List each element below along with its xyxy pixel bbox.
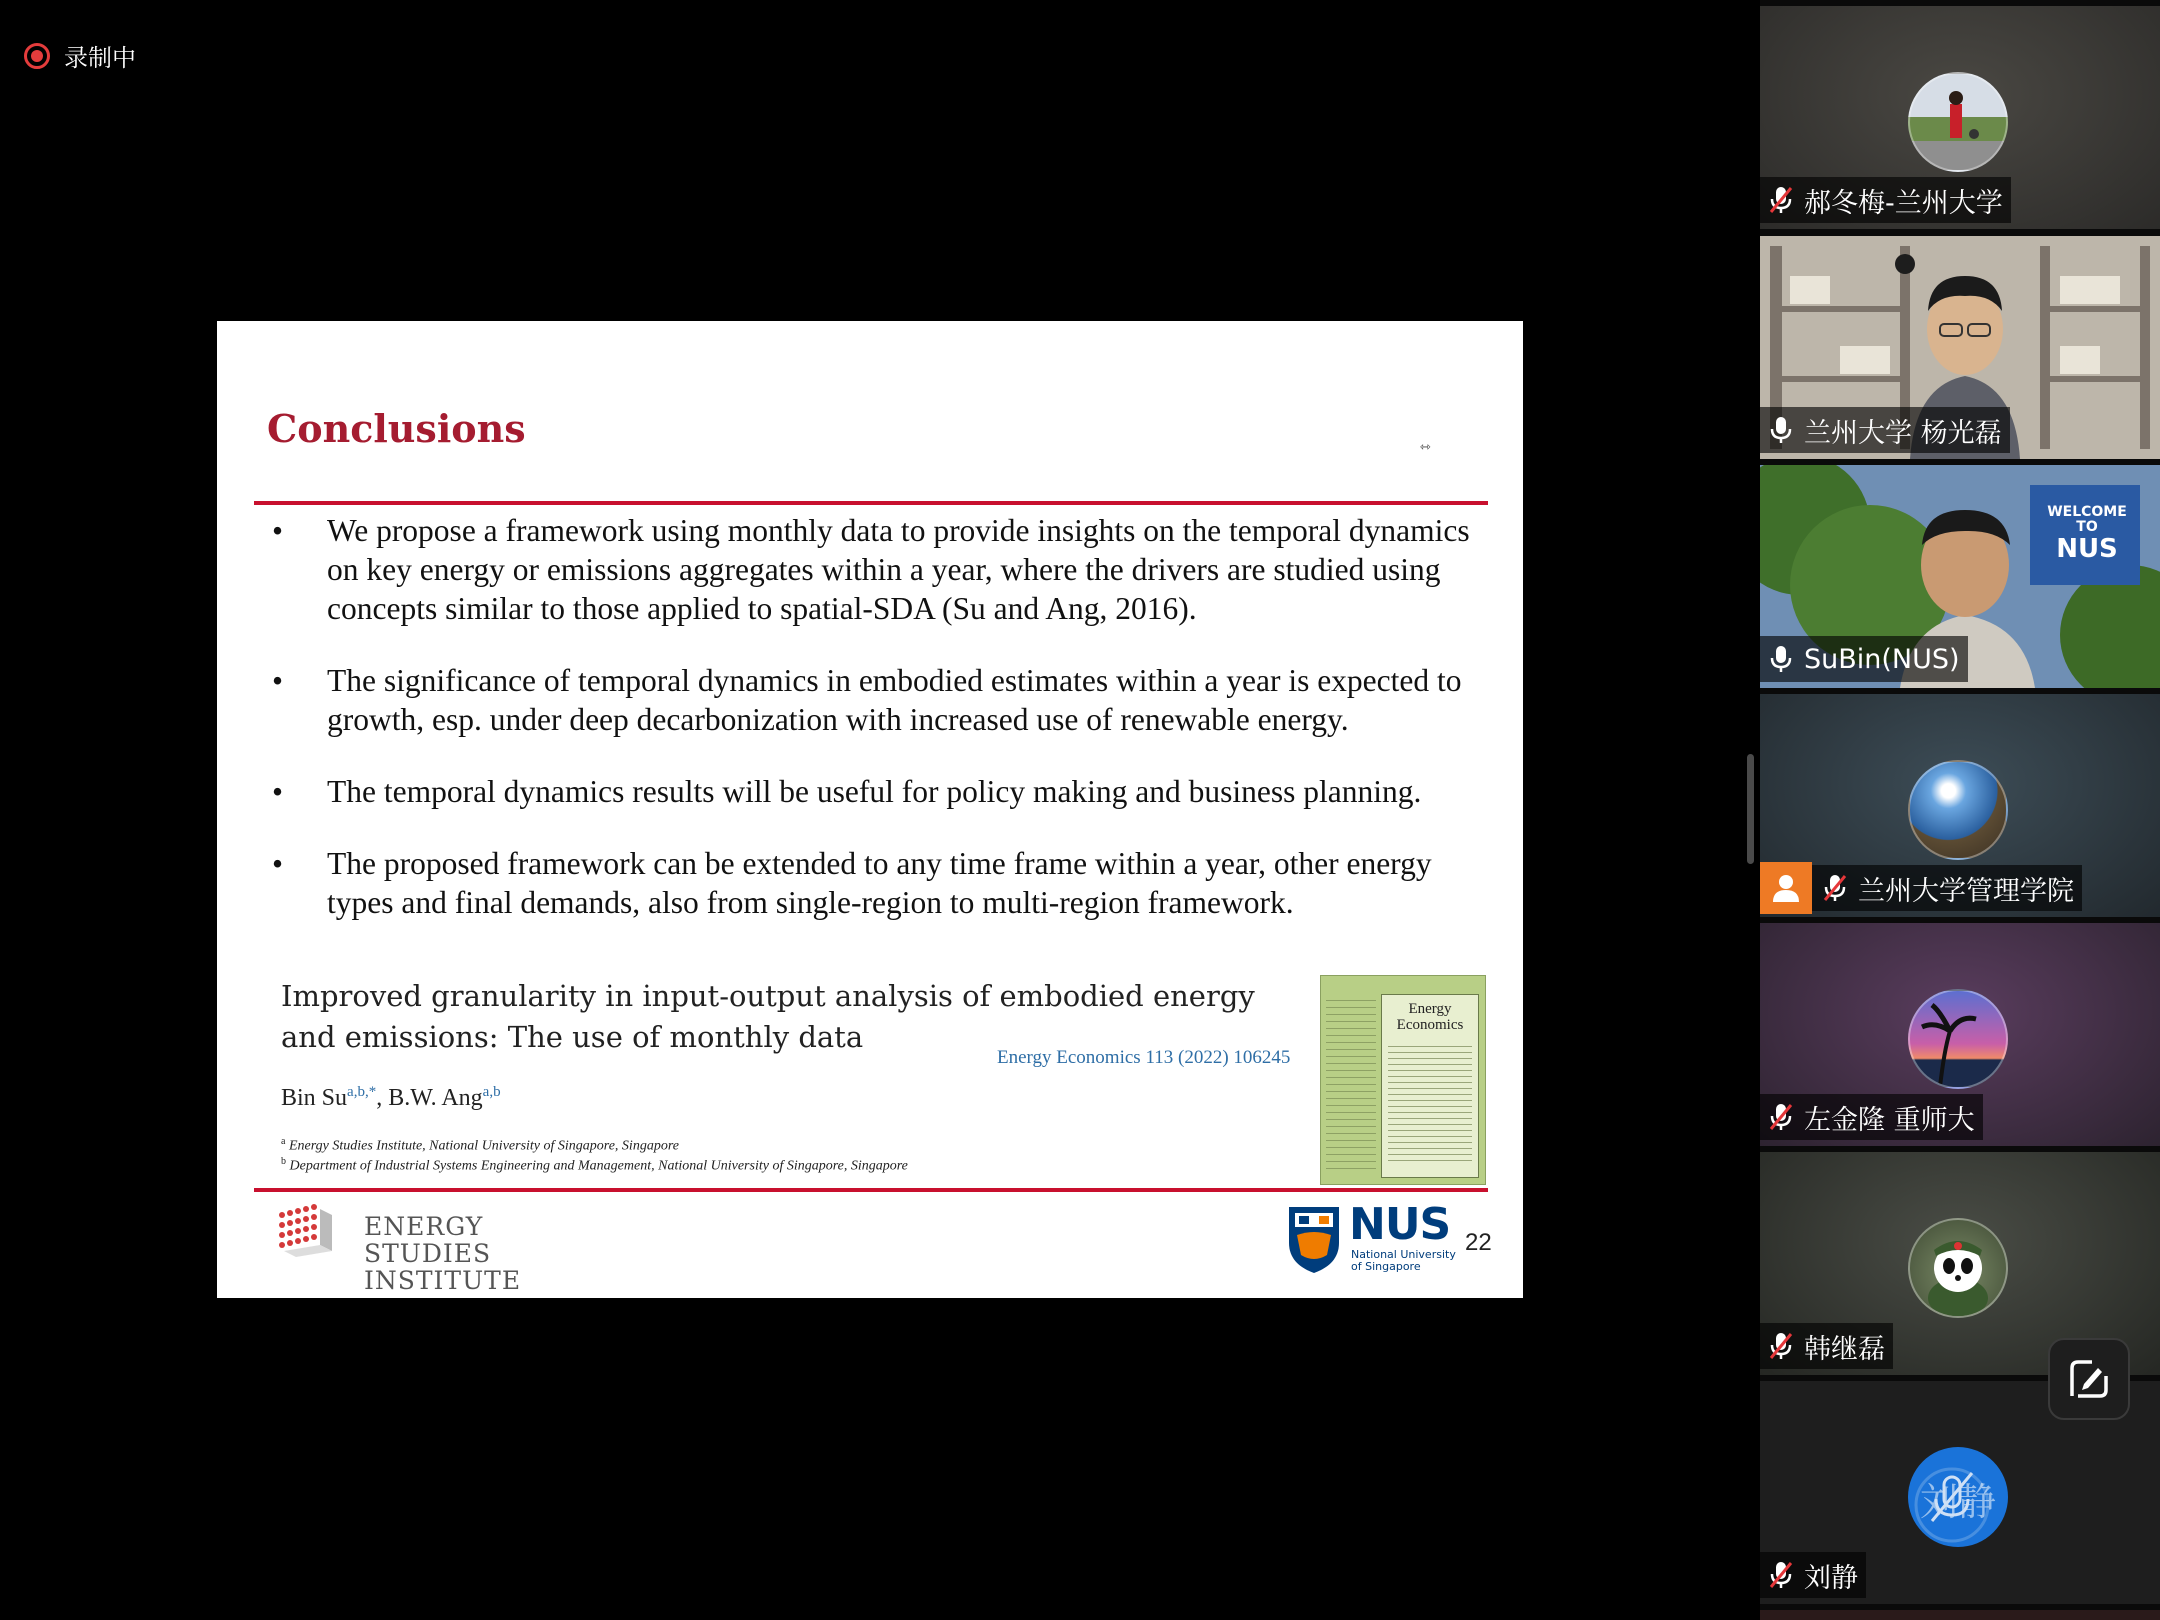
slide-title: Conclusions: [267, 406, 526, 451]
annotate-button[interactable]: [2048, 1338, 2130, 1420]
affiliation-b: [281, 1156, 908, 1175]
bullet-item: • The significance of temporal dynamics in embodied estimates within a year is expected to growth, esp. under deep decarbonization with increased use of renewable energy.: [272, 661, 1492, 739]
esi-line: STUDIES: [364, 1239, 492, 1268]
participant-name: 韩继磊: [1804, 1333, 1885, 1365]
cover-title: Energy Economics: [1396, 1001, 1464, 1033]
author-affiliation-mark: a,b: [482, 1084, 501, 1100]
page-number: 22: [1465, 1229, 1492, 1256]
background-sign-image: WELCOME TO NUS: [2047, 504, 2127, 564]
affiliation-text: Energy Studies Institute, National University of Singapore, Singapore: [288, 1138, 679, 1154]
bullet-item: • The proposed framework can be extended to any time frame within a year, other energy types and final demands, also from single-region to multi-region framework.: [272, 844, 1492, 922]
participant-namebar: [1760, 636, 1968, 682]
nus-crest-icon: [1287, 1205, 1341, 1275]
mic-muted-icon: [1768, 1560, 1794, 1590]
participant-namebar: [1760, 1094, 1983, 1140]
avatar-initials: 刘静: [1919, 1480, 1996, 1524]
bullet-item: • We propose a framework using monthly data to provide insights on the temporal dynamics on key energy or emissions aggregates within a year, where the drivers are studied using concepts similar to those applied to spatial-SDA (Su and Ang, 2016).: [272, 511, 1492, 628]
esi-line: INSTITUTE: [364, 1266, 522, 1295]
participant-tile[interactable]: [1760, 694, 2160, 917]
participant-tile[interactable]: [1760, 6, 2160, 229]
author-name: Bin Su: [281, 1085, 348, 1111]
participant-avatar: [1908, 760, 2008, 860]
mic-muted-icon: [1768, 185, 1794, 215]
recording-label: 录制中: [64, 44, 136, 72]
speaking-mic-icon: [1908, 1447, 2008, 1547]
affiliation-mark: b: [281, 1156, 286, 1167]
nus-subtitle-line: National University: [1351, 1248, 1456, 1261]
participant-namebar: [1760, 177, 2011, 223]
participant-tile-active[interactable]: [1760, 236, 2160, 459]
bullet-item: • The temporal dynamics results will be useful for policy making and business planning.: [272, 772, 1492, 811]
cover-panel: [1381, 994, 1479, 1178]
annotate-icon: [2064, 1354, 2114, 1404]
author-name: B.W. Ang: [388, 1085, 483, 1111]
author-separator: ,: [376, 1085, 389, 1111]
mic-muted-icon: [1768, 1102, 1794, 1132]
bullet-list: [272, 511, 1492, 955]
mic-on-icon: [1768, 644, 1794, 674]
participant-avatar: [1908, 1447, 2008, 1547]
participant-tile[interactable]: [1760, 465, 2160, 688]
participant-name: SuBin(NUS): [1804, 643, 1960, 675]
participant-avatar: [1908, 72, 2008, 172]
participant-name: 郝冬梅-兰州大学: [1804, 187, 2003, 219]
participant-avatar: [1908, 1218, 2008, 1318]
nus-subtitle: [1351, 1249, 1456, 1273]
avatar-photo: [1910, 991, 2006, 1087]
participant-namebar: [1760, 865, 2082, 911]
cover-contents-column: [1326, 994, 1376, 1174]
participant-avatar: [1908, 989, 2008, 1089]
paper-authors: [281, 1084, 501, 1112]
mic-on-icon: [1768, 415, 1794, 445]
cover-text-lines: [1388, 1041, 1472, 1161]
shared-slide: [217, 321, 1523, 1298]
participant-namebar: [1760, 407, 2010, 453]
journal-cover-image: [1320, 975, 1486, 1185]
nus-subtitle-line: of Singapore: [1351, 1260, 1421, 1273]
person-badge: [1760, 862, 1812, 914]
mic-muted-icon: [1822, 873, 1848, 903]
bottom-rule: [254, 1188, 1488, 1192]
esi-cube-icon: [274, 1201, 334, 1261]
affiliation-a: [281, 1136, 679, 1155]
esi-line: ENERGY: [364, 1212, 484, 1241]
participant-name: 刘静: [1804, 1562, 1858, 1594]
journal-reference: Energy Economics 113 (2022) 106245: [997, 1047, 1291, 1068]
mic-muted-icon: [1768, 1331, 1794, 1361]
recording-indicator: [24, 38, 136, 73]
next-tile-edge: [1760, 1610, 2160, 1620]
panel-scrollbar[interactable]: [1747, 754, 1754, 864]
panda-avatar-icon: [1910, 1220, 2006, 1316]
paper-title: Improved granularity in input-output analysis of embodied energy and emissions: The use of monthly data: [281, 979, 1255, 1054]
esi-wordmark: [364, 1213, 521, 1294]
participant-name: 兰州大学管理学院: [1858, 875, 2074, 907]
affiliation-text: Department of Industrial Systems Engineering and Management, National University of Singapore, Singapore: [289, 1158, 908, 1174]
participant-name: 兰州大学 杨光磊: [1804, 417, 2002, 449]
author-affiliation-mark: a,b,*: [347, 1084, 377, 1100]
person-icon: [1770, 872, 1802, 904]
avatar-photo: [1910, 74, 2006, 170]
participant-namebar: [1760, 1552, 1866, 1598]
participant-namebar: [1760, 1323, 1893, 1369]
affiliation-mark: a: [281, 1136, 286, 1147]
resize-handle-icon: ⇿: [1420, 440, 1431, 455]
participant-tile[interactable]: [1760, 923, 2160, 1146]
record-icon: [24, 43, 50, 69]
top-rule: [254, 501, 1488, 505]
participant-name: 左金隆 重师大: [1804, 1104, 1975, 1136]
nus-wordmark: NUS: [1349, 1199, 1451, 1250]
